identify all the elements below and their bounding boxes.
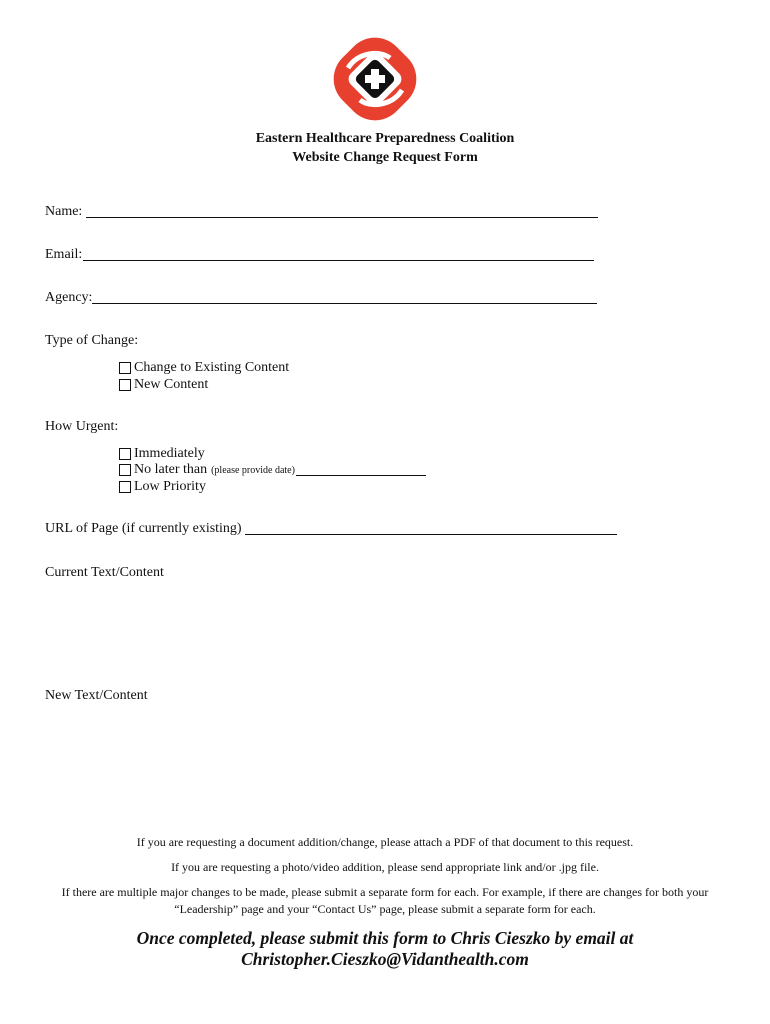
- new-text-area[interactable]: [45, 708, 725, 823]
- date-hint: (please provide date): [211, 464, 295, 476]
- option-low-priority[interactable]: [119, 479, 206, 495]
- option-new-content[interactable]: [119, 377, 208, 393]
- current-text-area[interactable]: [45, 585, 725, 680]
- option-label: Low Priority: [134, 479, 206, 494]
- organization-title: Eastern Healthcare Preparedness Coalition: [255, 131, 515, 146]
- checkbox[interactable]: [119, 362, 131, 374]
- submit-instructions: Once completed, please submit this form to Chris Cieszko by email at: [136, 928, 634, 948]
- url-label: URL of Page (if currently existing): [45, 521, 242, 536]
- new-text-label: New Text/Content: [45, 688, 148, 703]
- url-field[interactable]: [245, 534, 617, 535]
- type-of-change-label: Type of Change:: [45, 333, 139, 348]
- option-label: No later than: [134, 462, 208, 477]
- checkbox[interactable]: [119, 464, 131, 476]
- email-label: Email:: [45, 247, 83, 262]
- form-title: Website Change Request Form: [292, 150, 478, 165]
- submit-email: Christopher.Cieszko@Vidanthealth.com: [241, 949, 529, 969]
- current-text-label: Current Text/Content: [45, 565, 164, 580]
- option-label: Immediately: [134, 446, 205, 461]
- option-immediately[interactable]: [119, 446, 205, 462]
- option-label: Change to Existing Content: [134, 360, 290, 375]
- photo-note: If you are requesting a photo/video addition, please send appropriate link and/or .jpg file.: [171, 860, 599, 874]
- option-no-later-than[interactable]: [119, 462, 426, 478]
- option-change-existing[interactable]: [119, 360, 289, 376]
- option-label: New Content: [134, 377, 209, 392]
- agency-field[interactable]: [92, 303, 597, 304]
- checkbox[interactable]: [119, 448, 131, 460]
- pdf-note: If you are requesting a document addition/change, please attach a PDF of that document to this request.: [136, 835, 634, 849]
- name-field[interactable]: [86, 217, 598, 218]
- date-field[interactable]: [296, 464, 426, 476]
- multiple-changes-note-line2: “Leadership” page and your “Contact Us” page, please submit a separate form for each.: [174, 902, 596, 916]
- coalition-logo: [328, 32, 422, 126]
- multiple-changes-note-line1: If there are multiple major changes to be made, please submit a separate form for each. For example, if there are changes for both your: [61, 885, 709, 899]
- medical-cross-logo-icon: [328, 32, 422, 126]
- email-field[interactable]: [83, 260, 594, 261]
- name-label: Name:: [45, 204, 83, 219]
- agency-label: Agency:: [45, 290, 93, 305]
- checkbox[interactable]: [119, 481, 131, 493]
- how-urgent-label: How Urgent:: [45, 419, 119, 434]
- checkbox[interactable]: [119, 379, 131, 391]
